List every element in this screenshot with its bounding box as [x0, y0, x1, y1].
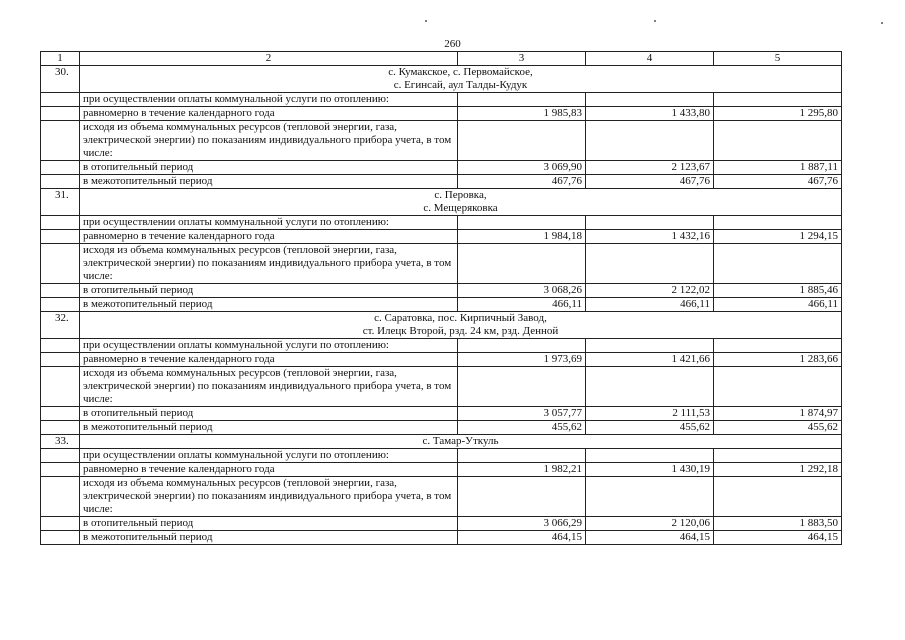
tariff-row — [41, 531, 842, 545]
row-label: равномерно в течение календарного года — [80, 230, 458, 244]
page-number: 260 — [444, 38, 461, 50]
settlement-names — [80, 312, 842, 339]
value-col-5 — [714, 449, 842, 463]
value-col-3 — [458, 367, 586, 407]
value-col-5 — [714, 244, 842, 284]
value-col-3: 466,11 — [458, 298, 586, 312]
value-col-5: 464,15 — [714, 531, 842, 545]
value-col-4: 2 123,67 — [586, 161, 714, 175]
value-col-3 — [458, 477, 586, 517]
settlement-name-line: с. Тамар-Уткуль — [422, 435, 499, 447]
settlement-names — [80, 66, 842, 93]
row-label: в отопительный период — [80, 517, 458, 531]
row-index-cell — [41, 93, 80, 107]
value-col-4: 1 421,66 — [586, 353, 714, 367]
row-index-cell — [41, 421, 80, 435]
row-index-cell — [41, 407, 80, 421]
value-col-3 — [458, 93, 586, 107]
row-label: в отопительный период — [80, 407, 458, 421]
column-number: 1 — [41, 52, 80, 66]
row-index-cell — [41, 284, 80, 298]
row-label: равномерно в течение календарного года — [80, 463, 458, 477]
tariff-table — [40, 51, 842, 545]
row-label: исходя из объема коммунальных ресурсов (тепловой энергии, газа, электрической энергии) по показаниям индивидуального прибора учета, в том числе: — [80, 477, 458, 517]
row-index-cell — [41, 244, 80, 284]
value-col-3: 1 973,69 — [458, 353, 586, 367]
value-col-5 — [714, 121, 842, 161]
row-label: в межотопительный период — [80, 298, 458, 312]
row-index-cell — [41, 449, 80, 463]
value-col-3: 464,15 — [458, 531, 586, 545]
row-label: в отопительный период — [80, 284, 458, 298]
value-col-5: 1 283,66 — [714, 353, 842, 367]
value-col-5: 467,76 — [714, 175, 842, 189]
value-col-5: 1 295,80 — [714, 107, 842, 121]
tariff-row — [41, 367, 842, 407]
settlement-name-line: с. Саратовка, пос. Кирпичный Завод, — [374, 312, 547, 324]
value-col-4 — [586, 244, 714, 284]
tariff-row — [41, 216, 842, 230]
tariff-row — [41, 449, 842, 463]
settlement-names — [80, 435, 842, 449]
value-col-5 — [714, 216, 842, 230]
settlement-names — [80, 189, 842, 216]
value-col-3: 1 985,83 — [458, 107, 586, 121]
value-col-4 — [586, 449, 714, 463]
value-col-4: 455,62 — [586, 421, 714, 435]
row-index-cell — [41, 121, 80, 161]
row-label: исходя из объема коммунальных ресурсов (тепловой энергии, газа, электрической энергии) по показаниям индивидуального прибора учета, в том числе: — [80, 121, 458, 161]
column-number-row — [41, 52, 842, 66]
row-index-cell — [41, 175, 80, 189]
value-col-4: 464,15 — [586, 531, 714, 545]
column-number: 3 — [458, 52, 586, 66]
value-col-3 — [458, 244, 586, 284]
value-col-4: 1 430,19 — [586, 463, 714, 477]
row-index-cell — [41, 161, 80, 175]
value-col-5: 455,62 — [714, 421, 842, 435]
value-col-5: 1 874,97 — [714, 407, 842, 421]
value-col-5 — [714, 93, 842, 107]
value-col-3 — [458, 339, 586, 353]
section-number: 31. — [41, 189, 80, 216]
row-index-cell — [41, 339, 80, 353]
tariff-row — [41, 244, 842, 284]
section-number: 32. — [41, 312, 80, 339]
row-index-cell — [41, 216, 80, 230]
scan-speck — [881, 22, 883, 24]
column-number: 2 — [80, 52, 458, 66]
value-col-4: 2 111,53 — [586, 407, 714, 421]
value-col-3: 455,62 — [458, 421, 586, 435]
row-index-cell — [41, 477, 80, 517]
tariff-row — [41, 407, 842, 421]
value-col-5: 1 294,15 — [714, 230, 842, 244]
value-col-3: 467,76 — [458, 175, 586, 189]
row-label: в межотопительный период — [80, 175, 458, 189]
value-col-3 — [458, 216, 586, 230]
value-col-5: 1 292,18 — [714, 463, 842, 477]
tariff-row — [41, 353, 842, 367]
value-col-5: 1 885,46 — [714, 284, 842, 298]
value-col-3: 3 066,29 — [458, 517, 586, 531]
row-label: в межотопительный период — [80, 421, 458, 435]
row-index-cell — [41, 298, 80, 312]
value-col-4: 1 432,16 — [586, 230, 714, 244]
value-col-4: 1 433,80 — [586, 107, 714, 121]
value-col-3: 3 057,77 — [458, 407, 586, 421]
tariff-row — [41, 463, 842, 477]
section-header-row — [41, 189, 842, 216]
settlement-name-line: с. Мещеряковка — [423, 202, 498, 214]
row-index-cell — [41, 367, 80, 407]
value-col-5: 466,11 — [714, 298, 842, 312]
row-index-cell — [41, 107, 80, 121]
settlement-name-line: с. Кумакское, с. Первомайское, — [388, 66, 533, 78]
value-col-4 — [586, 93, 714, 107]
value-col-3: 1 984,18 — [458, 230, 586, 244]
row-index-cell — [41, 517, 80, 531]
section-header-row — [41, 435, 842, 449]
section-header-row — [41, 312, 842, 339]
row-index-cell — [41, 353, 80, 367]
tariff-row — [41, 175, 842, 189]
tariff-row — [41, 93, 842, 107]
row-label: исходя из объема коммунальных ресурсов (тепловой энергии, газа, электрической энергии) по показаниям индивидуального прибора учета, в том числе: — [80, 244, 458, 284]
value-col-4 — [586, 367, 714, 407]
row-label: равномерно в течение календарного года — [80, 353, 458, 367]
value-col-5: 1 887,11 — [714, 161, 842, 175]
value-col-4 — [586, 216, 714, 230]
row-label: в отопительный период — [80, 161, 458, 175]
row-label: исходя из объема коммунальных ресурсов (тепловой энергии, газа, электрической энергии) по показаниям индивидуального прибора учета, в том числе: — [80, 367, 458, 407]
row-index-cell — [41, 531, 80, 545]
row-label: при осуществлении оплаты коммунальной услуги по отоплению: — [80, 216, 458, 230]
row-label: равномерно в течение календарного года — [80, 107, 458, 121]
tariff-table-body — [41, 52, 842, 545]
value-col-4: 2 122,02 — [586, 284, 714, 298]
value-col-4 — [586, 339, 714, 353]
settlement-name-line: с. Перовка, — [434, 189, 487, 201]
column-number: 5 — [714, 52, 842, 66]
row-label: при осуществлении оплаты коммунальной услуги по отоплению: — [80, 339, 458, 353]
settlement-name-line: ст. Илецк Второй, рзд. 24 км, рзд. Денной — [362, 325, 559, 337]
tariff-row — [41, 517, 842, 531]
value-col-3: 3 068,26 — [458, 284, 586, 298]
tariff-row — [41, 298, 842, 312]
scan-speck — [425, 20, 427, 22]
value-col-4: 2 120,06 — [586, 517, 714, 531]
row-index-cell — [41, 230, 80, 244]
value-col-3 — [458, 121, 586, 161]
settlement-name-line: с. Егинсай, аул Талды-Кудук — [393, 79, 528, 91]
row-index-cell — [41, 463, 80, 477]
tariff-row — [41, 121, 842, 161]
value-col-4 — [586, 477, 714, 517]
value-col-3 — [458, 449, 586, 463]
tariff-row — [41, 284, 842, 298]
tariff-row — [41, 339, 842, 353]
tariff-row — [41, 107, 842, 121]
row-label: при осуществлении оплаты коммунальной услуги по отоплению: — [80, 93, 458, 107]
tariff-row — [41, 161, 842, 175]
tariff-row — [41, 230, 842, 244]
section-number: 33. — [41, 435, 80, 449]
row-label: в межотопительный период — [80, 531, 458, 545]
scan-speck — [654, 20, 656, 22]
section-number: 30. — [41, 66, 80, 93]
value-col-4: 466,11 — [586, 298, 714, 312]
section-header-row — [41, 66, 842, 93]
value-col-3: 3 069,90 — [458, 161, 586, 175]
value-col-5 — [714, 477, 842, 517]
value-col-4: 467,76 — [586, 175, 714, 189]
value-col-5 — [714, 367, 842, 407]
value-col-3: 1 982,21 — [458, 463, 586, 477]
value-col-5: 1 883,50 — [714, 517, 842, 531]
tariff-row — [41, 477, 842, 517]
value-col-5 — [714, 339, 842, 353]
column-number: 4 — [586, 52, 714, 66]
row-label: при осуществлении оплаты коммунальной услуги по отоплению: — [80, 449, 458, 463]
tariff-row — [41, 421, 842, 435]
value-col-4 — [586, 121, 714, 161]
